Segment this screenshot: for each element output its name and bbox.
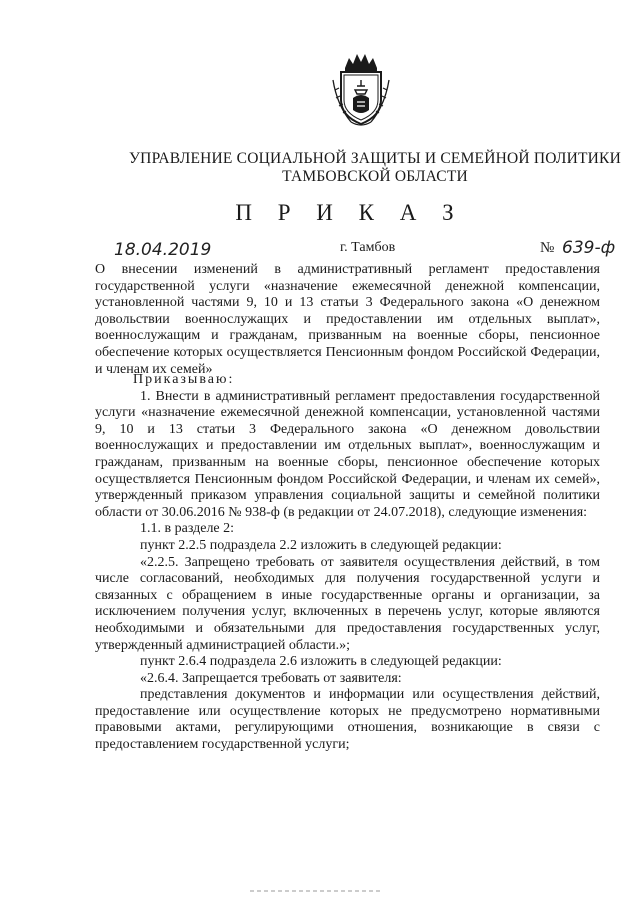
city-name: г. Тамбов	[340, 240, 396, 255]
org-name-line-2: ТАМБОВСКОЙ ОБЛАСТИ	[282, 168, 468, 185]
item-1-1: 1.1. в разделе 2:	[140, 521, 235, 537]
handwritten-date: 18.04.2019	[114, 240, 212, 260]
handwritten-number: 639-ф	[562, 238, 616, 258]
scan-artifact-line	[250, 888, 380, 894]
document-type-title: П Р И К А З	[235, 200, 464, 225]
subject-text: О внесении изменений в административный регламент предоставления государственной услуги «назначение ежемесячной денежной компенсации, установленной частями 9, 10 и 13 статьи 3 Федерального закона «О денежном довольствии военнослужащих и предоставлении им отдельных выплат», военнослужащим и гражданам, призванным на военные сборы, пенсионное обеспечение которых осуществляется Пенсионным фондом Российской Федерации, и членам их семей»	[95, 262, 600, 377]
item-2-6-4-text: представления документов и информации или осуществления действий, предоставление или осуществление которых не предусмотрено нормативными правовыми актами, регулирующими отношения, возникающие в связи с предоставлением государственной услуги;	[95, 687, 600, 753]
org-name-line-1: УПРАВЛЕНИЕ СОЦИАЛЬНОЙ ЗАЩИТЫ И СЕМЕЙНОЙ ПОЛИТИКИ	[129, 150, 621, 167]
number-label: №	[540, 240, 555, 256]
order-body	[95, 372, 600, 754]
item-2-6-4-head: «2.6.4. Запрещается требовать от заявителя:	[140, 670, 402, 686]
order-subject	[95, 262, 600, 378]
item-2-2-5-text: «2.2.5. Запрещено требовать от заявителя осуществления действий, в том числе согласований, необходимых для получения государственной услуги и связанных с обращением в иные государственные органы и организации, за исключением получения услуг, включенных в перечень услуг, которые являются необходимыми и обязательными для предоставления государственных услуг, утвержденный администрацией области.»;	[95, 554, 600, 653]
tambov-coat-of-arms-icon	[331, 50, 391, 130]
order-word: Приказываю:	[133, 372, 235, 387]
paragraph-1: 1. Внести в административный регламент предоставления государственной услуги «назначение ежемесячной денежной компенсации, установленной частями 9, 10 и 13 статьи 3 Федерального закона «О денежном довольствии военнослужащих и предоставлении им отдельных выплат», военнослужащим и гражданам, призванным на военные сборы, пенсионное обеспечение которых осуществляется Пенсионным фондом Российской Федерации, и членам их семей», утвержденный приказом управления социальной защиты и семейной политики области от 30.06.2016 № 938-ф (в редакции от 24.07.2018), следующие изменения:	[95, 388, 600, 520]
item-2-6-4-intro: пункт 2.6.4 подраздела 2.6 изложить в следующей редакции:	[140, 654, 502, 670]
item-2-2-5-intro: пункт 2.2.5 подраздела 2.2 изложить в следующей редакции:	[140, 537, 502, 553]
